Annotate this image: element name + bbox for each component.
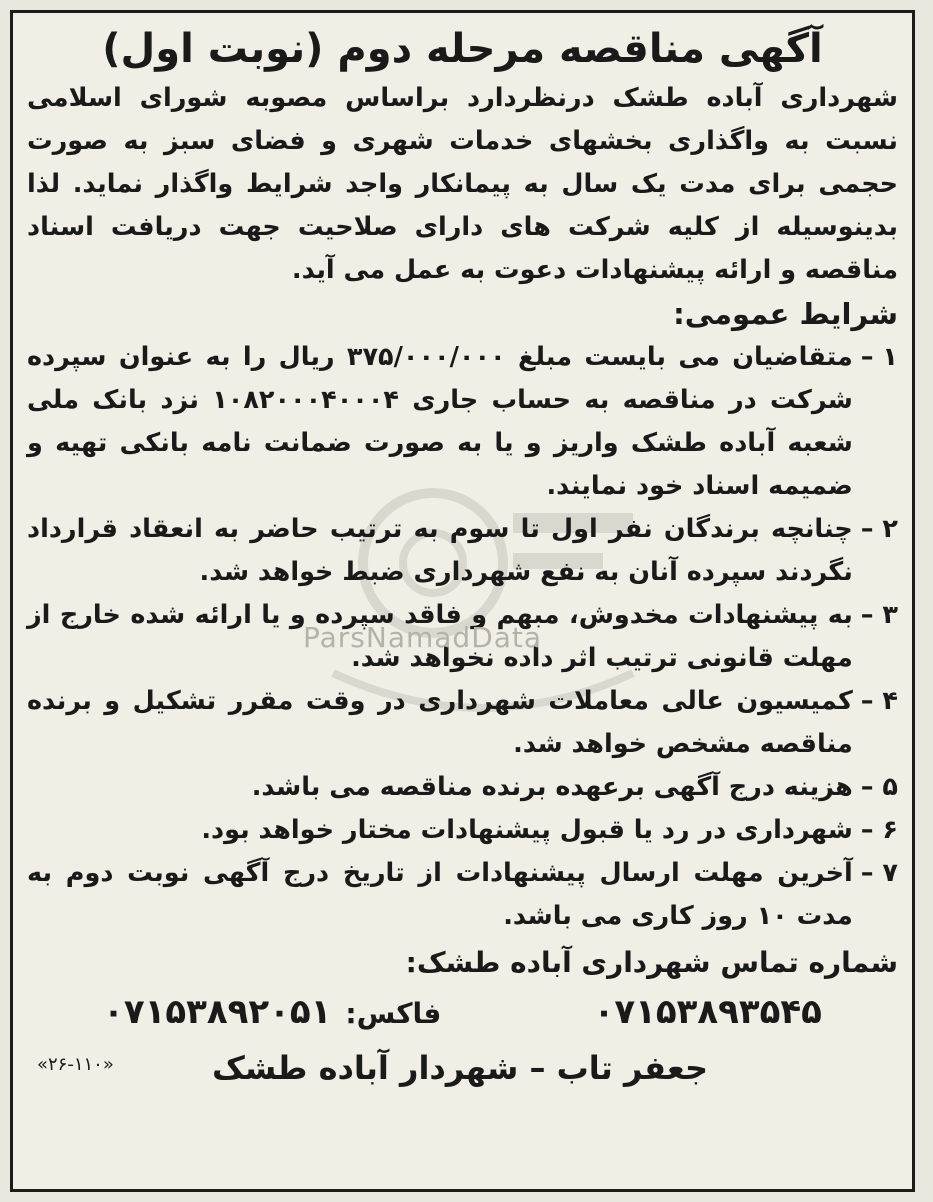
condition-number: ۴ – xyxy=(860,686,898,716)
ad-code: «۲۶-۱۱۰» xyxy=(37,1054,114,1075)
signature-row xyxy=(27,1040,898,1096)
condition-item-1 xyxy=(27,336,898,508)
fax-number: ۰۷۱۵۳۸۹۲۰۵۱ xyxy=(103,992,332,1032)
condition-item-5 xyxy=(27,766,898,809)
advertisement-frame xyxy=(10,10,915,1192)
condition-text: آخرین مهلت ارسال پیشنهادات از تاریخ درج آگهی نوبت دوم به مدت ۱۰ روز کاری می باشد. xyxy=(27,858,853,931)
intro-paragraph: شهرداری آباده طشک درنظردارد براساس مصوبه شورای اسلامی نسبت به واگذاری بخشهای خدمات شهری و فضای سبز به صورت حجمی برای مدت یک سال به پیمانکار واجد شرایط واگذار نماید. لذا بدینوسیله از کلیه شرکت های دارای صلاحیت جهت دریافت اسناد مناقصه و ارائه پیشنهادات دعوت به عمل می آید. xyxy=(27,83,898,285)
condition-text: هزینه درج آگهی برعهده برنده مناقصه می باشد. xyxy=(251,772,853,802)
conditions-heading: شرایط عمومی: xyxy=(673,297,898,331)
condition-number: ۳ – xyxy=(860,600,898,630)
condition-number: ۲ – xyxy=(860,514,898,544)
condition-item-6 xyxy=(27,809,898,852)
page-title: آگهی مناقصه مرحله دوم (نوبت اول) xyxy=(102,26,823,72)
signature: جعفر تاب – شهردار آباده طشک xyxy=(211,1049,708,1087)
condition-number: ۵ – xyxy=(860,772,898,802)
contact-numbers xyxy=(27,986,898,1040)
watermark-text: ParsNamadData xyxy=(303,621,543,654)
condition-text: به پیشنهادات مخدوش، مبهم و فاقد سپرده و یا ارائه شده خارج از مهلت قانونی ترتیب اثر داده نخواهد شد. xyxy=(27,600,853,673)
condition-number: ۶ – xyxy=(860,815,898,845)
condition-text: متقاضیان می بایست مبلغ ۳۷۵/۰۰۰/۰۰۰ ریال را به عنوان سپرده شرکت در مناقصه به حساب جاری ۱۰۸۲۰۰۰۴۰۰۰۴ نزد بانک ملی شعبه آباده طشک واریز و یا به صورت ضمانت نامه بانکی تهیه و ضمیمه اسناد خود نمایند. xyxy=(27,342,853,501)
condition-number: ۱ – xyxy=(860,342,898,372)
condition-item-2 xyxy=(27,508,898,594)
contact-title: شماره تماس شهرداری آباده طشک: xyxy=(405,946,898,979)
fax-label: فاکس: xyxy=(345,997,442,1030)
condition-item-7 xyxy=(27,852,898,938)
phone-number: ۰۷۱۵۳۸۹۳۵۴۵ xyxy=(593,992,822,1032)
condition-text: شهرداری در رد یا قبول پیشنهادات مختار خواهد بود. xyxy=(201,815,853,845)
condition-item-4 xyxy=(27,680,898,766)
condition-text: چنانچه برندگان نفر اول تا سوم به ترتیب حاضر به انعقاد قرارداد نگردند سپرده آنان به نفع شهرداری ضبط خواهد شد. xyxy=(27,514,853,587)
condition-number: ۷ – xyxy=(860,858,898,888)
condition-text: کمیسیون عالی معاملات شهرداری در وقت مقرر تشکیل و برنده مناقصه مشخص خواهد شد. xyxy=(27,686,853,759)
fax-group xyxy=(103,986,441,1040)
